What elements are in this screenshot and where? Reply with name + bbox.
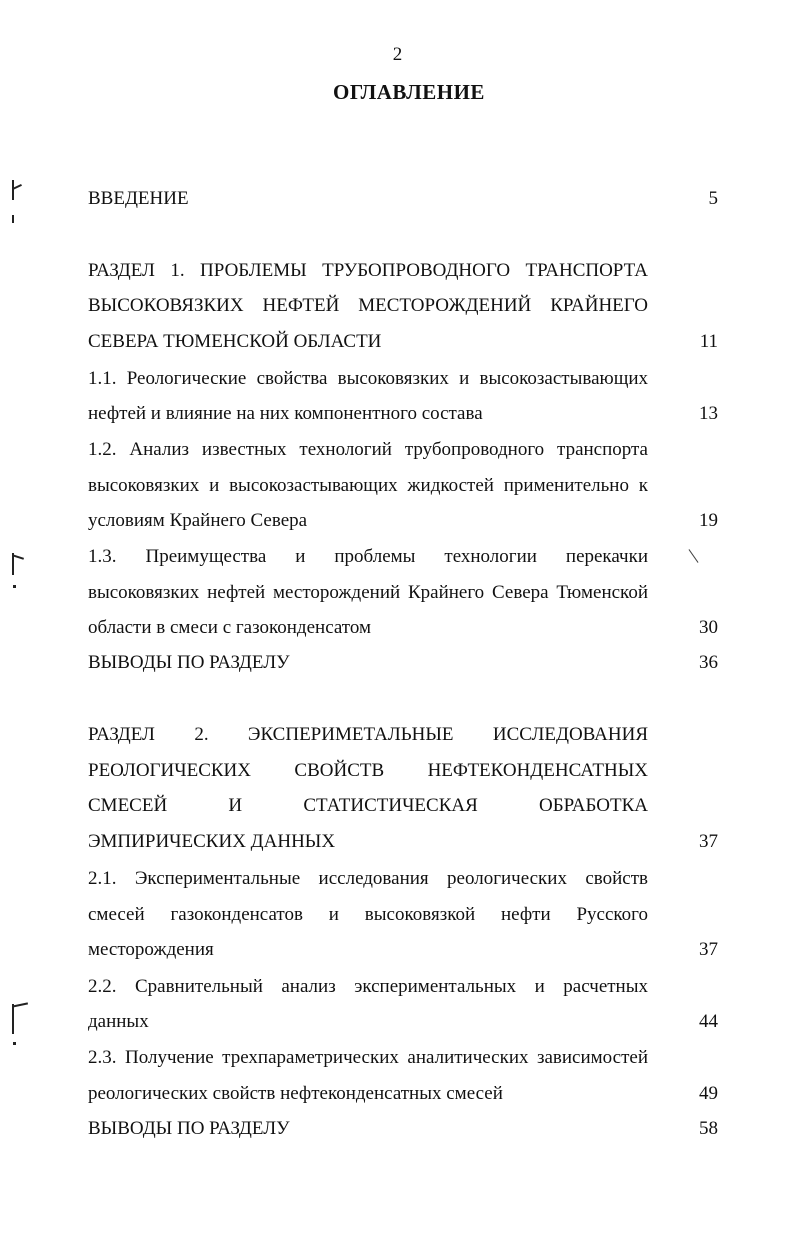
toc-page-number: 37	[699, 831, 718, 852]
toc-line: данных	[88, 1011, 149, 1032]
toc-line: условиям Крайнего Севера	[88, 510, 308, 531]
toc-page-number: 37	[699, 939, 718, 960]
toc-line: области в смеси с газоконденсатом	[88, 617, 372, 638]
toc-line: РАЗДЕЛ 1. ПРОБЛЕМЫ ТРУБОПРОВОДНОГО ТРАНСПОРТА	[88, 260, 648, 281]
toc-page-number: 11	[699, 331, 718, 352]
toc-line: смесей газоконденсатов и высоковязкой нефти Русского	[88, 904, 648, 925]
toc-line: 1.2. Анализ известных технологий трубопроводного транспорта	[88, 439, 648, 460]
toc-line: ВЫВОДЫ ПО РАЗДЕЛУ	[88, 1118, 290, 1139]
toc-line: 2.1. Экспериментальные исследования реологических свойств	[88, 868, 648, 889]
toc-line: СЕВЕРА ТЮМЕНСКОЙ ОБЛАСТИ	[88, 331, 382, 352]
toc-page-number: 13	[699, 403, 718, 424]
toc-page-number: 44	[699, 1011, 718, 1032]
toc-line: реологических свойств нефтеконденсатных смесей	[88, 1083, 503, 1104]
toc-line: месторождения	[88, 939, 214, 960]
toc-line: ВЫСОКОВЯЗКИХ НЕФТЕЙ МЕСТОРОЖДЕНИЙ КРАЙНЕГО	[88, 295, 648, 316]
toc-line: 1.1. Реологические свойства высоковязких и высокозастывающих	[88, 368, 648, 389]
toc-line: СМЕСЕЙ И СТАТИСТИЧЕСКАЯ ОБРАБОТКА	[88, 795, 648, 816]
toc-page-number: 30	[699, 617, 718, 638]
toc-line: высоковязких нефтей месторождений Крайнего Севера Тюменской	[88, 582, 648, 603]
page-title: ОГЛАВЛЕНИЕ	[333, 80, 485, 104]
toc-line: 2.3. Получение трехпараметрических аналитических зависимостей	[88, 1047, 648, 1068]
toc-page-number: 36	[699, 652, 718, 673]
toc-line: РАЗДЕЛ 2. ЭКСПЕРИМЕТАЛЬНЫЕ ИССЛЕДОВАНИЯ	[88, 724, 648, 745]
toc-line: РЕОЛОГИЧЕСКИХ СВОЙСТВ НЕФТЕКОНДЕНСАТНЫХ	[88, 760, 648, 781]
toc-line: ЭМПИРИЧЕСКИХ ДАННЫХ	[88, 831, 336, 852]
toc-page-number: 49	[699, 1083, 718, 1104]
toc-page-number: 5	[708, 188, 718, 209]
toc-line: нефтей и влияние на них компонентного состава	[88, 403, 483, 424]
toc-line: 2.2. Сравнительный анализ экспериментальных и расчетных	[88, 976, 648, 997]
toc-line: ВЫВОДЫ ПО РАЗДЕЛУ	[88, 652, 290, 673]
toc-line: высоковязких и высокозастывающих жидкостей применительно к	[88, 475, 648, 496]
toc-line: ВВЕДЕНИЕ	[88, 188, 189, 209]
toc-page-number: 58	[699, 1118, 718, 1139]
page-number: 2	[392, 44, 403, 65]
toc-page-number: 19	[699, 510, 718, 531]
toc-line: 1.3. Преимущества и проблемы технологии перекачки	[88, 546, 648, 567]
